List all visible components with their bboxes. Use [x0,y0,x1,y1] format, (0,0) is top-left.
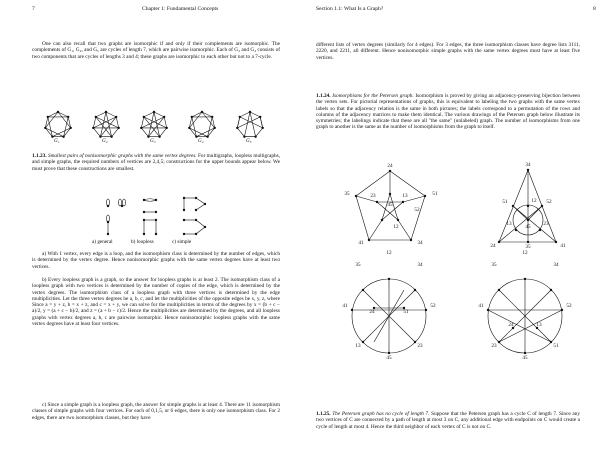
exercise-number: 1.1.23. [32,153,47,159]
graph-label-g4: G₄ [198,138,204,144]
exercise-body: For multigraphs, loopless multigraphs, and simple graphs, the required numbers of vertices are 2,4,5; constructions for the upper bounds appear below. We must prove that these constructions are smallest. [32,153,281,172]
petersen-triangle [498,169,557,243]
label-c2-41: 41 [478,303,484,309]
exercise-24-statement: Isomorphisms for the Petersen graph. [332,93,414,99]
label-c1-12: 12 [386,250,392,256]
paragraph-c: c) Since a simple graph is a loopless graph, the answer for simple graphs is at least 4. There are 11 isomorphism classes of simple graphs with four vertices. For each of 0,1,5, or 6 edges, there is only one isomorphism class. For 2 edges, there are two isomorphism classes, but they have [32,402,280,421]
paragraph-top: different lists of vertex degrees (similarly for 4 edges). For 3 edges, the three isomorphism classes have degree lists 3111, 2220, and 2211, all different. Hence nonisomorphic simple graphs with the same vertex degrees must have at least five vertices. [316,42,580,61]
label-tri-35: 35 [525,244,531,250]
graph-g2 [92,111,120,138]
label-tri-12: 12 [531,198,537,204]
graph-label-g5: G₅ [246,138,252,144]
petersen-drawings [306,0,612,220]
label-pent-51: 51 [432,191,438,197]
label-c2-52: 52 [566,303,572,309]
figure-loopless [143,199,157,235]
label-tri-41: 41 [560,243,566,249]
label-c2-12: 12 [522,250,528,256]
graph-label-g1: G₁ [54,138,60,144]
label-c2-24: 24 [508,322,514,328]
label-c2-13: 13 [536,322,542,328]
label-pent-52: 52 [414,207,420,213]
label-tri-52: 52 [546,199,552,205]
label-c1-24: 24 [369,309,375,315]
label-c1-23: 23 [417,343,423,349]
label-tri-24: 24 [490,243,496,249]
exercise-1-1-23 [32,153,280,172]
label-c1-45: 45 [386,355,392,361]
petersen-circle-drawings [306,258,612,378]
left-page-number: 7 [32,6,35,12]
label-tri-34: 34 [525,162,531,168]
caption-general: a) general [92,239,113,245]
label-c2-35: 35 [491,262,497,268]
exercise-1-1-25 [316,411,580,430]
left-chapter-title: Chapter 1: Fundamental Concepts [142,6,219,12]
exercise-statement: Smallest pairs of nonisomorphic graphs with the same vertex degrees. [47,153,197,159]
label-c1-51: 51 [403,309,409,315]
label-c1-34: 34 [417,262,423,268]
label-tri-13: 13 [506,221,512,227]
exercise-25-statement: The Petersen graph has no cycle of length 7. [332,411,430,417]
label-pent-35: 35 [344,191,350,197]
label-tri-23: 23 [543,221,549,227]
exercise-25-body: Suppose that the Petersen graph has a cycle C of length 7. Since any two vertices of C are connected by a path of length at most 3 on C, any additional edge with endpoints on C would create a cycle of length at most 4. Hence the third neighbor of each vertex of C is not on C. [316,411,581,430]
graph-label-g2: G₂ [102,138,108,144]
label-c1-13: 13 [355,343,361,349]
label-c2-51: 51 [553,343,559,349]
right-page-number: 8 [593,6,596,12]
paragraph-b: b) Every loopless graph is a graph, so the answer for loopless graphs is at least 2. The isomorphism class of a loopless graph with two vertices is determined by the number of copies of the edge, which is determined by the vertex degrees. The isomorphism class of a loopless graph with three vertices is determined by the edge multiplicities. Let the three vertex degrees be a, b, c, and let the multiplicities of the opposite edges be x, y, z, where Since a = y + z, b = x + z, and c = x + y, we can solve for the multiplicities in terms of the degrees by x = (b + c − a)/2, y = (a + c − b)/2, and z = (a + b − c)/2. Hence the multiplicities are determined by the degrees, and all loopless graphs with vertex degrees a, b, c are pairwise isomorphic. Hence nonisomorphic loopless graphs with the same vertex degrees have at least four vertices. [32,277,280,327]
graph-g5 [236,111,264,138]
label-pent-12: 12 [393,224,399,230]
paragraph-a: a) With 1 vertex, every edge is a loop, and the isomorphism class is determined by the number of edges, which is determined by the vertex degree. Hence nonisomorphic graphs with the same vertex degrees have at least two vertices. [32,251,280,270]
label-c2-23: 23 [491,343,497,349]
figure-general [107,199,126,235]
label-c1-52: 52 [430,303,436,309]
graph-g3 [140,111,168,138]
right-page [306,0,612,473]
label-tri-45: 45 [525,224,531,230]
label-pent-24: 24 [387,163,393,169]
figure-simple [183,197,206,235]
graph-g4 [188,111,216,138]
label-pent-34: 34 [417,240,423,246]
graph-label-g3: G₃ [150,138,156,144]
caption-loopless: b) loopless [131,239,154,245]
graph-g1 [44,111,72,138]
label-c2-34: 34 [553,262,559,268]
label-pent-13: 13 [402,193,408,199]
right-section-title: Section 1.1: What Is a Graph? [316,6,384,12]
caption-simple: c) simple [172,239,192,245]
label-pent-45: 45 [387,202,393,208]
exercise-25-number: 1.1.25. [316,411,331,417]
intro-paragraph: One can also recall that two graphs are isomorphic if and only if their complements are isomorphic. The complements of G₁, G₂, and G₅ are cycles of length 7, which are pairwise isomorphic. Each of G₃ and G₄ consists of two components that are cycles of lengths 3 and 4; these graphs are isomorphic to each other but not to a 7-cycle. [32,41,280,60]
exercise-24-body: Isomorphism is proved by giving an adjacency-preserving bijection between the vertex sets. For pictorial representations of graphs, this is equivalent to labeling the two graphs with the same vertex labels so that the adjacency relation is the same in both pictures; the labels correspond to a permutation of the rows and columns of the adjacency matrices to make them identical. The various drawings of the Petersen graph below illustrate its symmetries; the labelings indicate that these are all "the same" (unlabeled) graph. The number of isomorphisms from one graph to another is the same as the number of isomorphisms from the graph to itself. [316,93,581,131]
label-c2-45: 45 [522,355,528,361]
label-pent-23: 23 [370,193,376,199]
label-pent-41: 41 [358,240,364,246]
label-c1-41: 41 [342,303,348,309]
label-c1-35: 35 [355,262,361,268]
label-tri-51: 51 [502,199,508,205]
exercise-24-number: 1.1.24. [316,93,331,99]
